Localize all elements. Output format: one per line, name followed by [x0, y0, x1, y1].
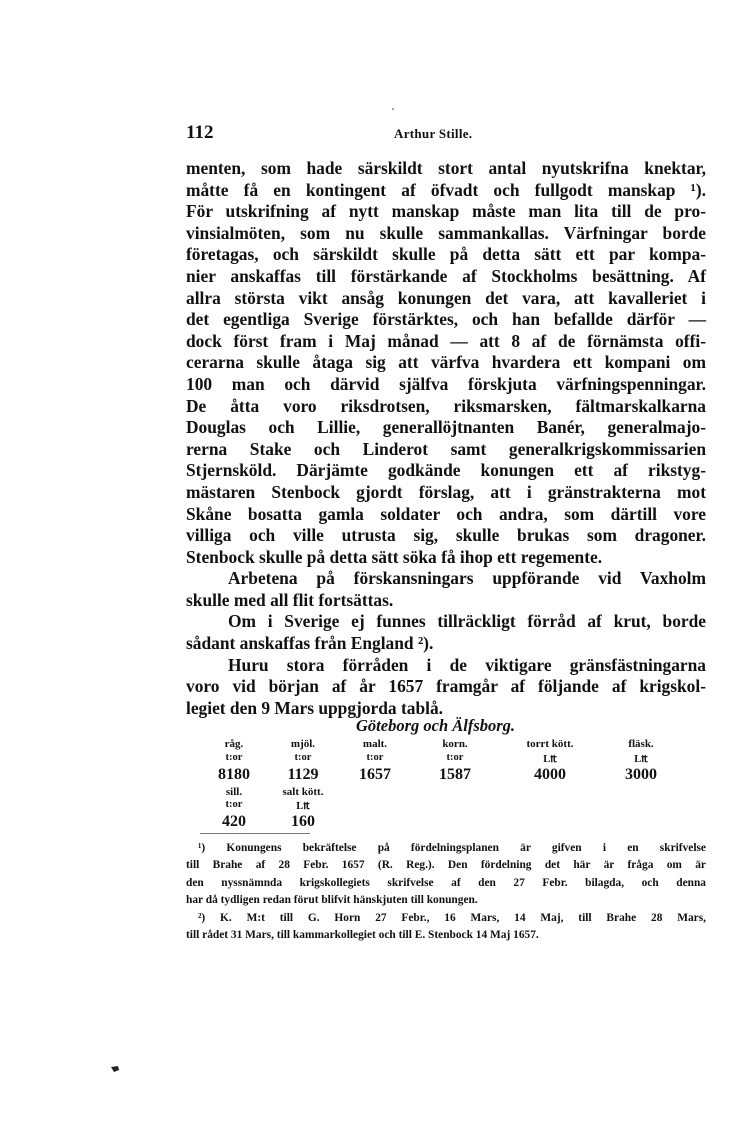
body-line: Douglas och Lillie, generallöjtnanten Banér, generalmajo- [186, 417, 706, 438]
table-header: malt. [362, 738, 388, 750]
body-line: Om i Sverige ej funnes tillräckligt förråd af krut, borde [228, 611, 706, 632]
body-line: sådant anskaffas från England ²). [186, 633, 434, 654]
body-line: legiet den 9 Mars uppgjorda tablå. [186, 697, 443, 718]
footnote-line: den nyssnämnda krigskollegiets skrifvelse af den 27 Febr. bilagda, och denna [186, 876, 706, 889]
table-value: 3000 [625, 766, 657, 783]
body-line: vinsialmöten, som nu skulle sammankallas. Värfningar borde [186, 222, 706, 243]
running-head: Arthur Stille. [394, 126, 473, 141]
table-unit: L₶ [543, 754, 557, 765]
body-line: Arbetena på förskansningars uppförande vid Vaxholm [228, 568, 706, 589]
body-line: rerna Stake och Linderot samt generalkrigskommissarien [186, 438, 706, 459]
table-unit: t:or [225, 752, 243, 763]
footnotes [186, 840, 706, 944]
body-line: menten, som hade särskildt stort antal nyutskrifna knektar, [186, 158, 706, 178]
footnote-line: ¹) Konungens bekräftelse på fördelningsplanen är gifven i en skrifvelse [198, 842, 706, 854]
body-line: Stjernsköld. Därjämte godkände konungen ett af rikstyg- [186, 460, 706, 481]
body-line: cerarna skulle åtaga sig att värfva hvardera ett kompani om [186, 352, 706, 373]
footnote-line: till rådet 31 Mars, till kammarkollegiet och till E. Stenbock 14 Maj 1657. [186, 928, 539, 941]
table-unit: L₶ [296, 801, 310, 812]
table-header: salt kött. [282, 786, 324, 798]
body-line: mästaren Stenbock gjordt förslag, att i gränstrakterna mot [186, 481, 706, 502]
body-line: voro vid början af år 1657 framgår af följande af krigskol- [186, 676, 706, 697]
table-unit: t:or [294, 752, 312, 763]
ink-smudge [110, 1064, 120, 1074]
table-header: torrt kött. [526, 738, 574, 750]
footnote-line: har då tydligen redan förut blifvit hänskjuten till konungen. [186, 894, 478, 907]
body-line: För utskrifning af nytt manskap måste man lita till de pro- [186, 201, 706, 222]
footnote-line: till Brahe af 28 Febr. 1657 (R. Reg.). Den fördelning det här är fråga om är [186, 859, 706, 872]
page-header [184, 122, 704, 146]
footnote-rule [200, 833, 310, 834]
table-value: 1657 [359, 766, 391, 783]
body-line: dock först fram i Maj månad — att 8 af de förnämsta offi- [186, 330, 706, 351]
print-speck [392, 108, 394, 110]
table-header: korn. [442, 738, 468, 750]
body-line: allra största vikt ansåg konungen det vara, att kavalleriet i [186, 287, 706, 308]
table-header: mjöl. [290, 738, 316, 750]
table-value: 420 [222, 813, 246, 830]
footnote-line: ²) K. M:t till G. Horn 27 Febr., 16 Mars, 14 Maj, till Brahe 28 Mars, [198, 911, 706, 924]
body-line: De åtta voro riksdrotsen, riksmarsken, fältmarskalkarna [186, 395, 706, 416]
body-line: företagas, och särskildt skulle på detta sätt ett par kompa- [186, 244, 706, 265]
table-title: Göteborg och Älfsborg. [356, 716, 516, 735]
body-line: Huru stora förråden i de viktigare gränsfästningarna [228, 654, 706, 675]
table-unit: L₶ [634, 754, 648, 765]
table-value: 1587 [439, 766, 471, 783]
body-line: villiga och ville utrusta sig, skulle brukas som dragoner. [186, 525, 706, 546]
table-unit: t:or [366, 752, 384, 763]
table-header: sill. [225, 786, 243, 798]
table-value: 1129 [287, 766, 319, 783]
table-header: råg. [224, 738, 244, 750]
body-line: det egentliga Sverige förstärktes, och han befallde därför — [186, 309, 706, 330]
page-number: 112 [186, 122, 214, 143]
body-line: Skåne bosatta gamla soldater och andra, som därtill vore [186, 503, 706, 524]
table-value: 4000 [534, 766, 566, 783]
table-value: 160 [291, 813, 315, 830]
table-unit: t:or [446, 752, 464, 763]
body-line: nier anskaffas till förstärkande af Stockholms besättning. Af [186, 265, 706, 286]
body-line: skulle med all flit fortsättas. [186, 589, 394, 610]
body-text [186, 158, 706, 719]
body-line: 100 man och därvid själfva förskjuta värfningspenningar. [186, 373, 706, 394]
table-value: 8180 [218, 766, 250, 783]
body-line: Stenbock skulle på detta sätt söka få ihop ett regemente. [186, 546, 603, 567]
body-line: måtte få en kontingent af öfvadt och fullgodt manskap ¹). [186, 179, 706, 200]
table-header: fläsk. [628, 738, 654, 750]
table-unit: t:or [225, 799, 243, 810]
